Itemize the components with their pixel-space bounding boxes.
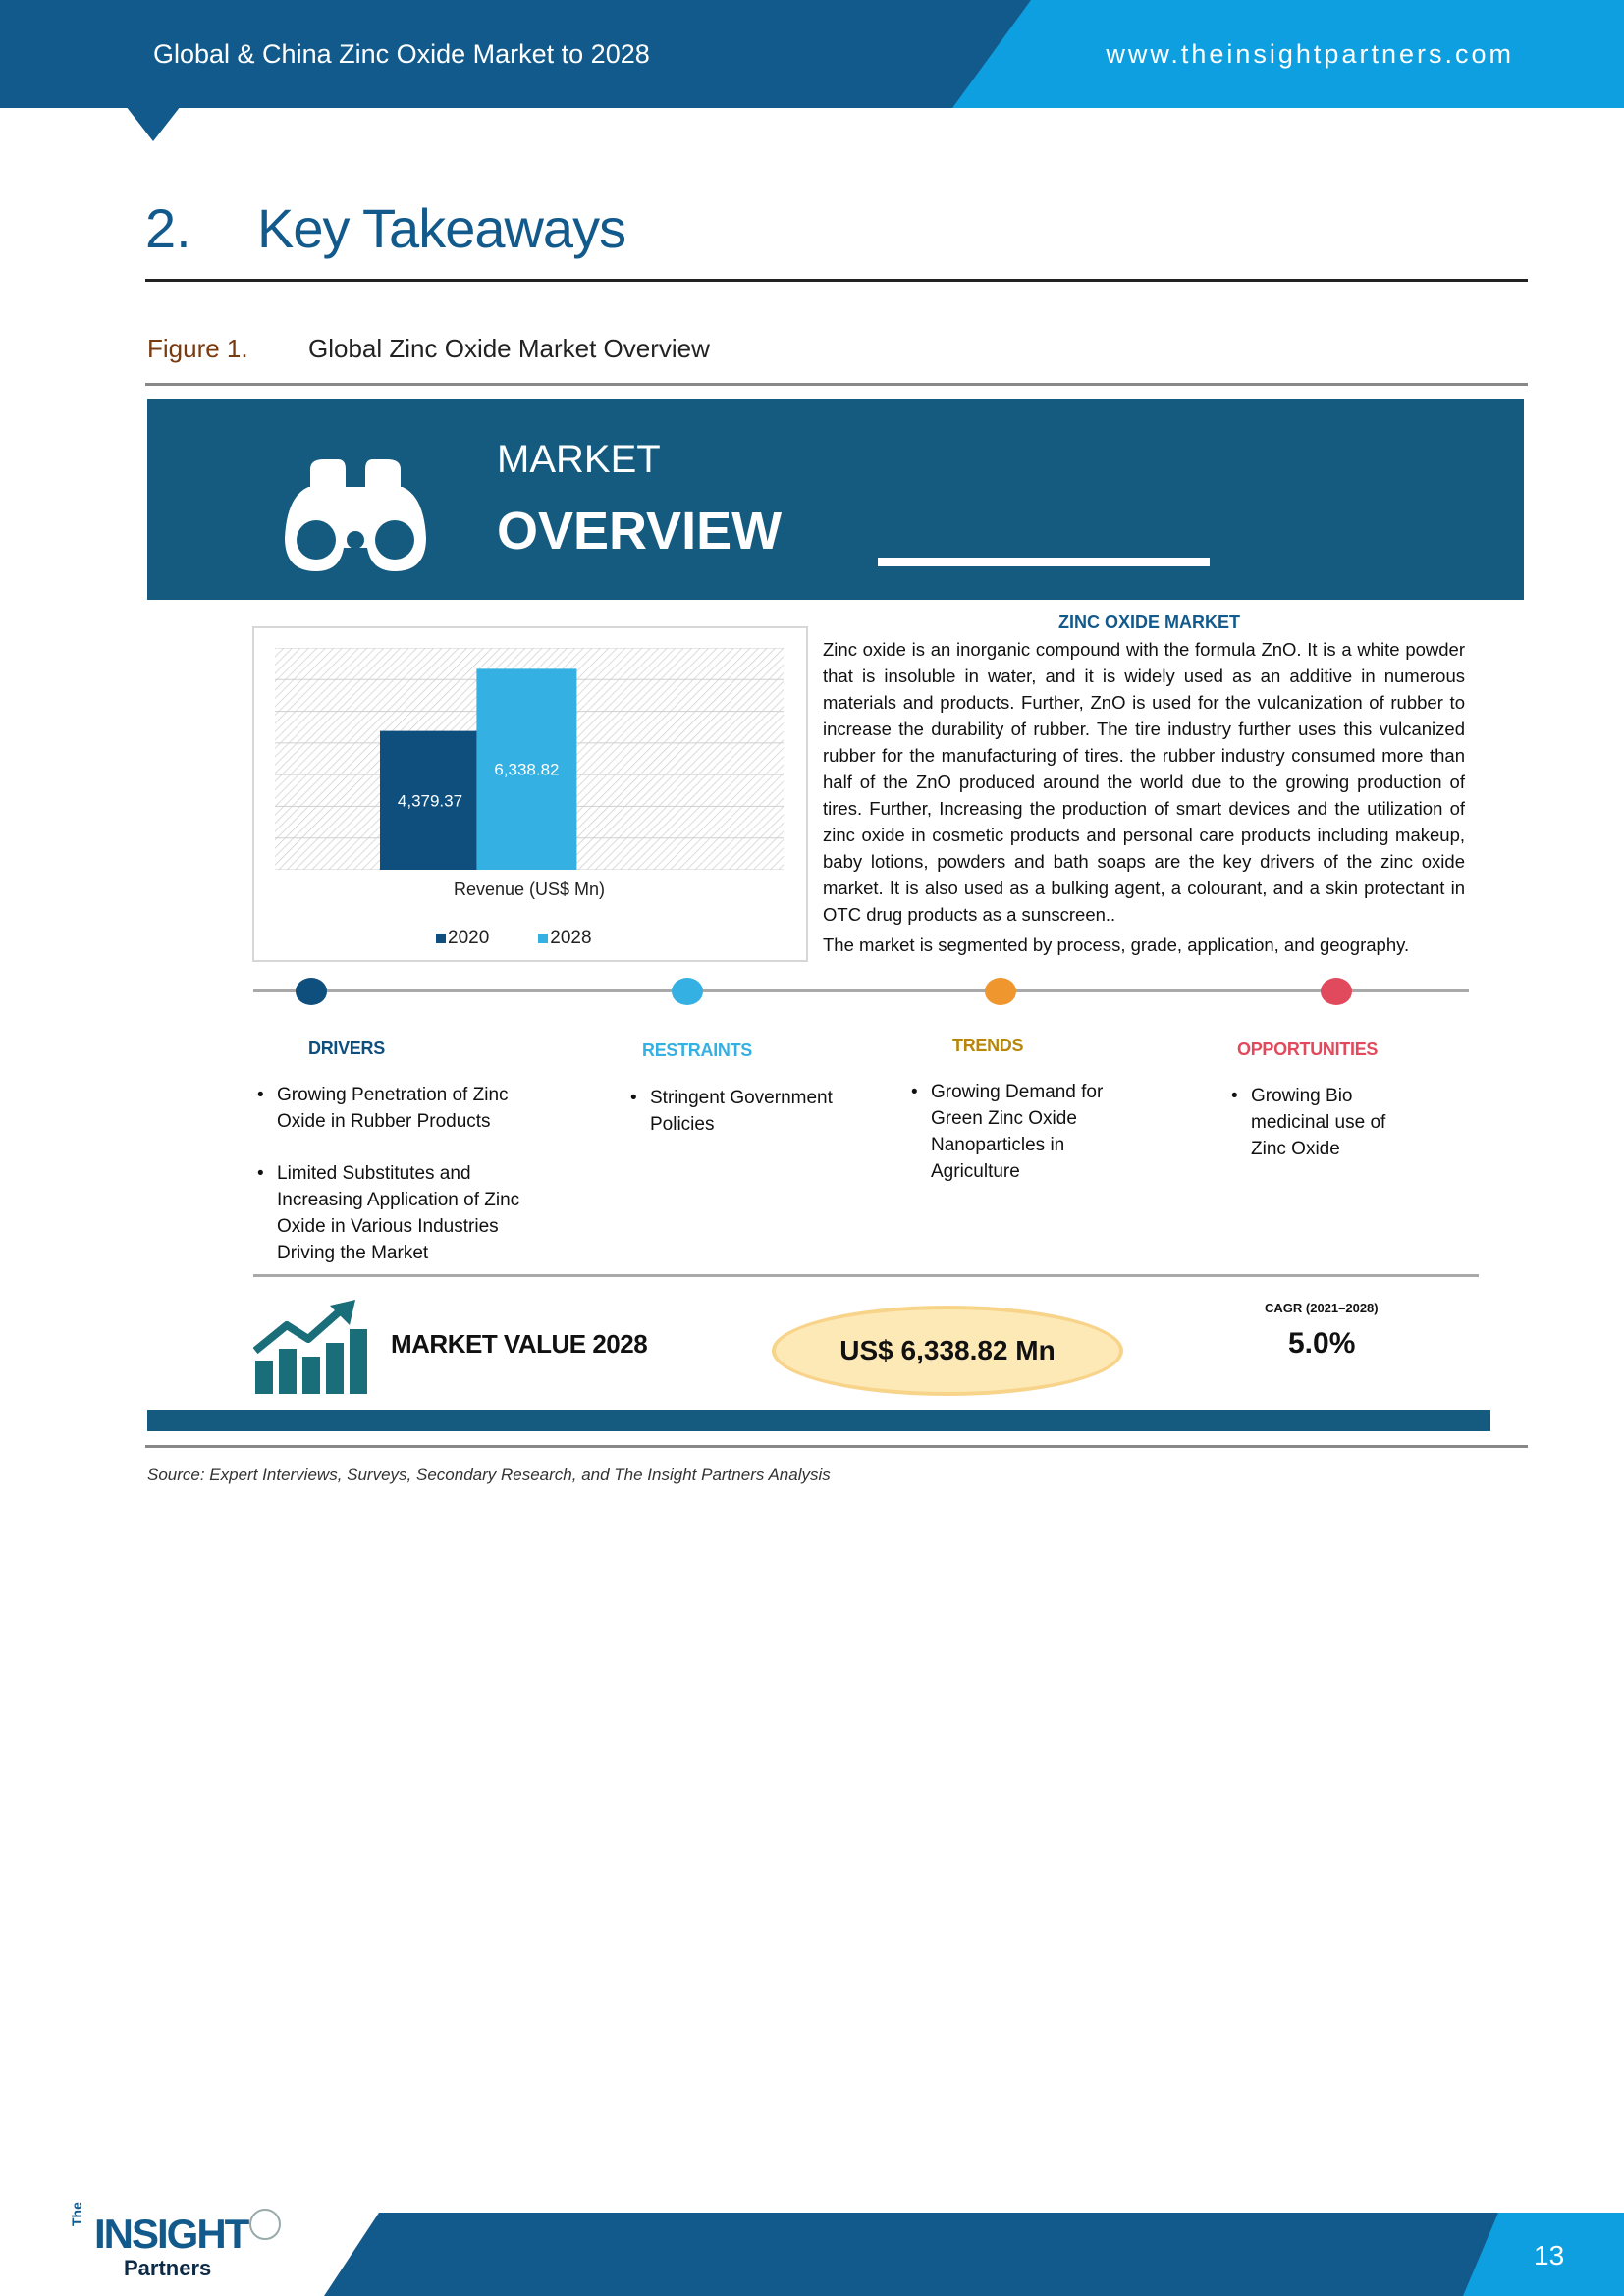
banner-underline [878,558,1210,566]
website-url[interactable]: www.theinsightpartners.com [1106,39,1514,69]
opportunities-heading: OPPORTUNITIES [1237,1040,1379,1059]
figure-divider [145,383,1528,386]
section-title: Key Takeaways [257,197,626,259]
legend-item-2028 [538,928,591,949]
header-notch [126,106,181,141]
market-description: Zinc oxide is an inorganic compound with the formula ZnO. It is a white powder that is insoluble in water, and it is widely used as an additive in numerous materials and products. Further, ZnO is used for the vulcanization of rubber to increase the durability of rubber. The tire industry further uses this vulcanized rubber for the manufacturing of tires. the rubber industry consumed more than half of the ZnO produced around the world due to the growing production of tires. Further, Increasing the production of smart devices and the utilization of zinc oxide in cosmetic products and personal care products including makeup, baby lotions, powders and bath soaps are the key drivers of the zinc oxide market. It is also used as a bulking agent, a colourant, and a skin protectant in OTC drug products as a sunscreen.. [823,639,1465,925]
figure-title: Global Zinc Oxide Market Overview [308,334,710,363]
list-item: • Growing Bio medicinal use of Zinc Oxide [1229,1083,1416,1162]
restraints-dot [672,978,703,1005]
source-divider [145,1445,1528,1448]
revenue-bar-chart [275,648,784,870]
list-item: • Growing Demand for Green Zinc Oxide Nanoparticles in Agriculture [909,1079,1135,1185]
list-item: • Growing Penetration of Zinc Oxide in Rubber Products [255,1082,540,1135]
drivers-dot [296,978,327,1005]
page-number: 13 [1534,2240,1565,2270]
logo-the: The [69,2202,84,2226]
list-item: • Limited Substitutes and Increasing Application of Zinc Oxide in Various Industries Driving the Market [255,1160,540,1266]
legend-label: 2020 [448,928,490,948]
chart-legend [436,928,592,949]
logo-ring [249,2209,281,2240]
market-text-title: ZINC OXIDE MARKET [1058,613,1241,632]
opportunities-dot [1321,978,1352,1005]
cagr-label: CAGR (2021–2028) [1265,1301,1379,1315]
banner-line1: MARKET [497,438,661,481]
list-item: • Stringent Government Policies [628,1085,864,1138]
drivers-list [255,1082,540,1292]
trends-heading: TRENDS [952,1036,1024,1055]
legend-item-2020 [436,928,489,949]
growth-chart-icon [253,1300,373,1394]
cagr-value: 5.0% [1288,1327,1356,1360]
timeline-line [253,989,1469,992]
trends-dot [985,978,1016,1005]
bar-value-label: 6,338.82 [494,760,560,779]
bar-value-label: 4,379.37 [397,791,463,811]
logo-subtitle: Partners [124,2256,212,2280]
market-value-label: MARKET VALUE 2028 [391,1329,648,1359]
logo-wordmark: INSIGHT [94,2211,248,2257]
market-value: US$ 6,338.82 Mn [839,1335,1056,1365]
figure-label: Figure 1. [147,334,248,363]
opportunities-list [1229,1083,1416,1188]
trends-list [909,1079,1135,1210]
source-note: Source: Expert Interviews, Surveys, Secondary Research, and The Insight Partners Analysis [147,1466,831,1484]
legend-label: 2028 [550,928,592,948]
restraints-list [628,1085,864,1163]
footer-bar [324,2213,1624,2296]
restraints-heading: RESTRAINTS [642,1041,753,1060]
banner-line2: OVERVIEW [497,502,783,561]
section-divider [145,279,1528,282]
segmentation-note: The market is segmented by process, grade, application, and geography. [823,934,1410,955]
legend-swatch [538,934,548,943]
chart-x-axis-label: Revenue (US$ Mn) [453,880,606,899]
report-title: Global & China Zinc Oxide Market to 2028 [153,39,650,69]
binoculars-icon [281,457,430,573]
market-value-pill [772,1306,1123,1396]
legend-swatch [436,934,446,943]
section-number: 2. [145,197,191,259]
market-value-divider [253,1274,1479,1277]
drivers-heading: DRIVERS [308,1039,385,1058]
overview-bottom-bar [147,1410,1490,1431]
